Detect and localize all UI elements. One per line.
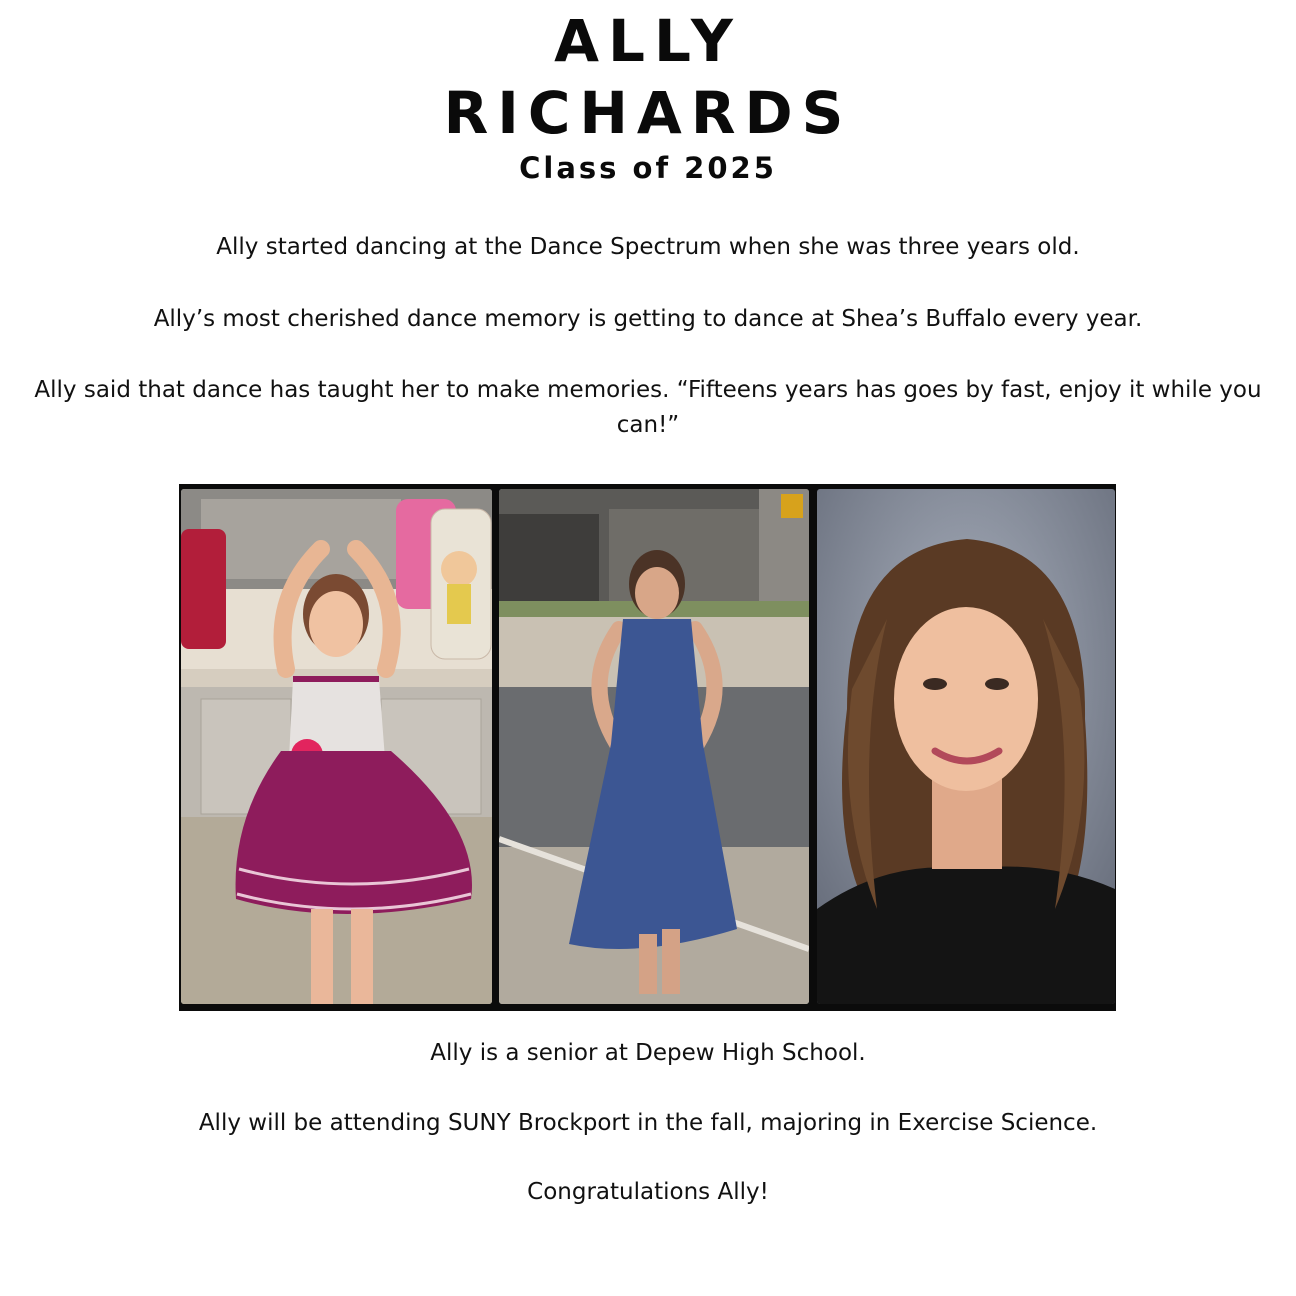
name-first: ALLY	[554, 7, 742, 75]
intro-paragraph-quote: Ally said that dance has taught her to make memories. “Fifteens years has goes by fast, enjoy it while you can!”	[34, 377, 1262, 438]
name-last: RICHARDS	[443, 79, 853, 147]
school-info: Ally is a senior at Depew High School.	[430, 1040, 866, 1066]
college-info: Ally will be attending SUNY Brockport in the fall, majoring in Exercise Science.	[198, 1110, 1098, 1136]
photo-collage	[179, 484, 1116, 1011]
intro-paragraph-start: Ally started dancing at the Dance Spectrum when she was three years old.	[216, 234, 1080, 260]
photo-blue-dress	[499, 489, 809, 1004]
photo-senior-portrait	[817, 489, 1115, 1004]
intro-paragraph-memory: Ally’s most cherished dance memory is getting to dance at Shea’s Buffalo every year.	[153, 306, 1143, 332]
congratulations: Congratulations Ally!	[527, 1179, 769, 1205]
photo-young-dancer	[181, 489, 492, 1004]
class-year: Class of 2025	[519, 151, 777, 185]
